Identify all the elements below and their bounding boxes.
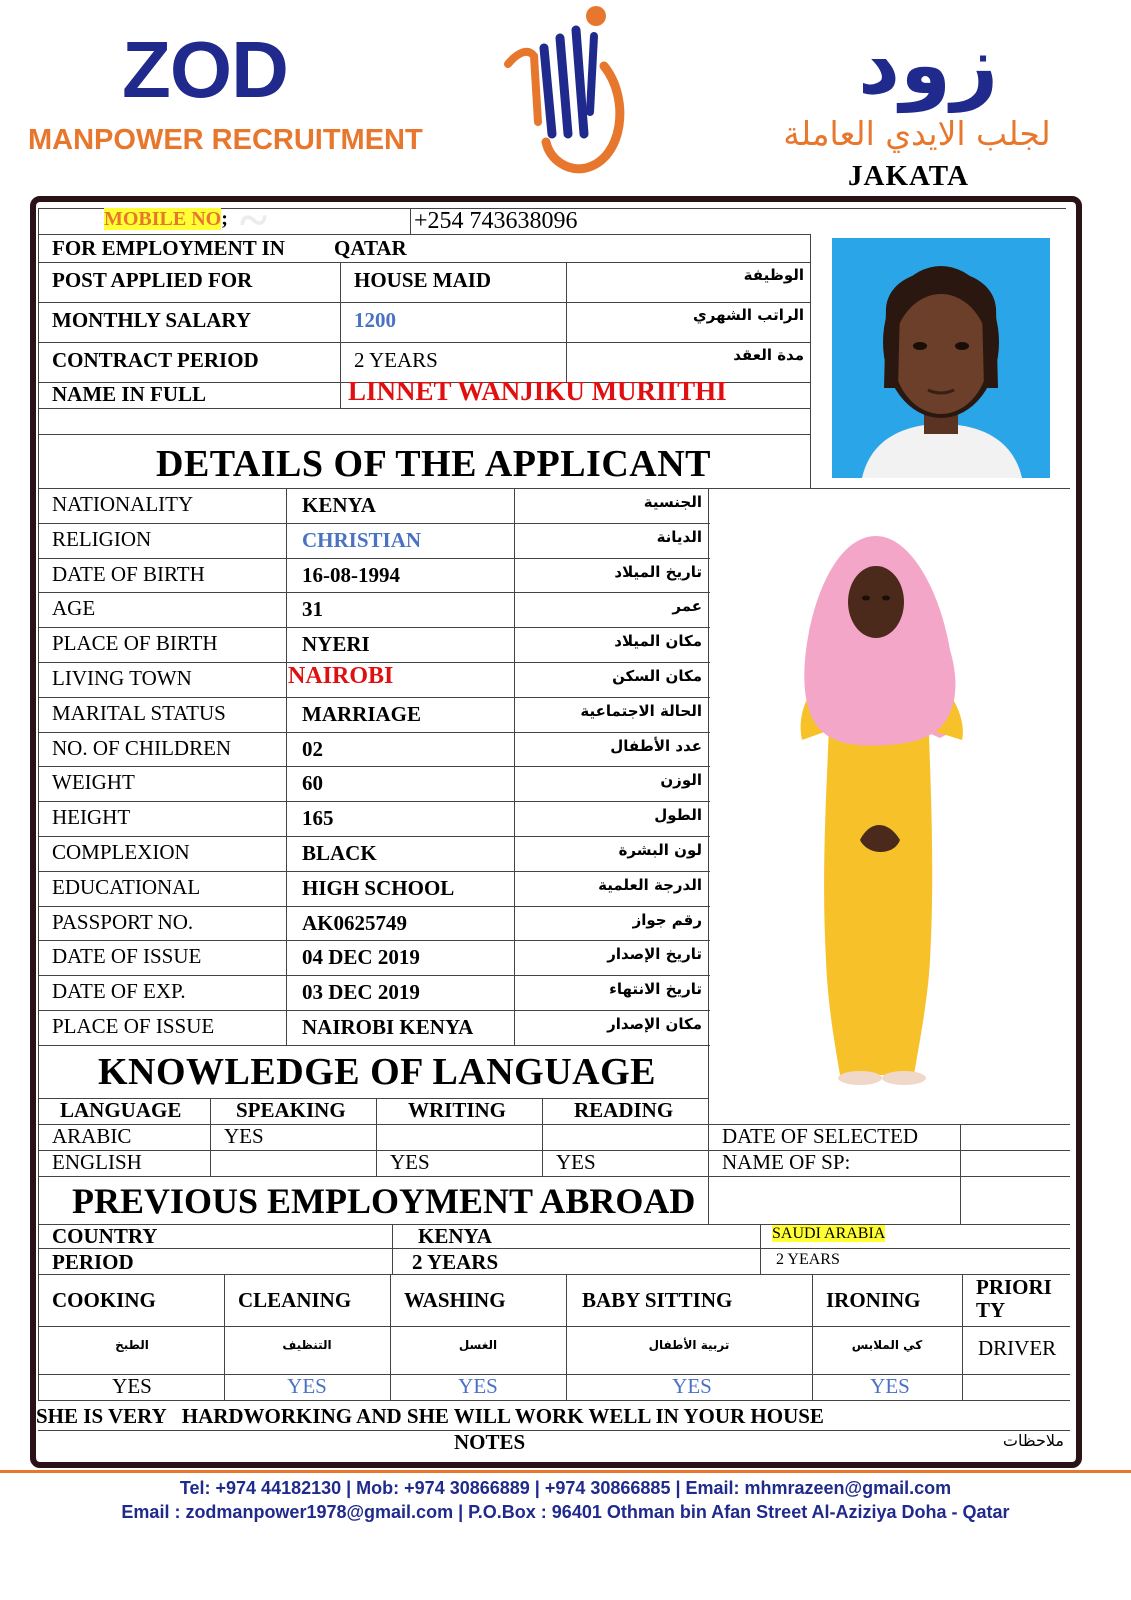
watermark: ~ — [240, 196, 274, 240]
details-row — [38, 627, 710, 663]
details-row — [38, 1010, 710, 1046]
lang-header-writing: WRITING — [408, 1098, 507, 1122]
footer-contact-line: Tel: +974 44182130 | Mob: +974 30866889 | +974 30866885 | Email: mhmrazeen@gmail.com — [179, 1478, 952, 1498]
details-row — [38, 732, 710, 768]
lang-english: ENGLISH — [52, 1150, 142, 1174]
details-row — [38, 940, 710, 976]
details-arabic: لون البشرة — [618, 841, 702, 859]
details-title: DETAILS OF THE APPLICANT — [156, 443, 712, 485]
salary-value: 1200 — [354, 308, 396, 332]
contract-value: 2 YEARS — [354, 348, 438, 372]
salary-ar: الراتب الشهري — [693, 306, 804, 324]
branch-name: JAKATA — [848, 160, 969, 192]
contract-label: CONTRACT PERIOD — [52, 348, 259, 372]
skill-val-cooking: YES — [112, 1374, 152, 1398]
details-label: HEIGHT — [52, 805, 131, 830]
footer-divider — [0, 1470, 1131, 1473]
skill-ar-washing: الغسل — [458, 1338, 498, 1352]
skill-header-cooking: COOKING — [52, 1288, 156, 1312]
brand-logo-text: ZOD — [122, 25, 288, 114]
name-value: LINNET WANJIKU MURIITHI — [348, 376, 727, 406]
salary-label: MONTHLY SALARY — [52, 308, 251, 332]
details-arabic: عمر — [672, 597, 702, 616]
details-label: NO. OF CHILDREN — [52, 735, 232, 760]
details-label: PASSPORT NO. — [52, 909, 194, 934]
details-row — [38, 662, 710, 698]
remarks-text: SHE IS VERY HARDWORKING AND SHE WILL WORK WELL IN YOUR HOUSE — [36, 1404, 824, 1428]
notes-label: NOTES — [454, 1430, 526, 1454]
details-value: NAIROBI KENYA — [302, 1015, 474, 1039]
details-value: BLACK — [302, 841, 377, 865]
details-label: DATE OF ISSUE — [52, 944, 202, 969]
details-row — [38, 801, 710, 837]
sp-name-label: NAME OF SP: — [722, 1150, 851, 1174]
period-1: 2 YEARS — [412, 1250, 499, 1274]
details-value: NAIROBI — [288, 663, 394, 689]
details-label: COMPLEXION — [52, 840, 190, 864]
details-label: PLACE OF ISSUE — [52, 1014, 215, 1038]
date-selected-label: DATE OF SELECTED — [722, 1124, 918, 1148]
details-row — [38, 766, 710, 802]
post-label: POST APPLIED FOR — [52, 268, 253, 292]
skill-ar-cooking: الطبخ — [115, 1338, 149, 1352]
footer-address-line: Email : zodmanpower1978@gmail.com | P.O.Box : 96401 Othman bin Afan Street Al-Aziziya Doha - Qatar — [121, 1502, 1010, 1522]
details-value: 02 — [302, 736, 323, 761]
full-body-photo — [790, 530, 970, 1085]
details-label: PLACE OF BIRTH — [52, 631, 218, 656]
lang-arabic-speaking: YES — [224, 1124, 264, 1148]
details-value: 16-08-1994 — [302, 562, 400, 587]
details-arabic: الحالة الاجتماعية — [580, 701, 702, 720]
skill-ar-babysitting: تربية الأطفال — [648, 1338, 730, 1352]
name-label: NAME IN FULL — [52, 382, 207, 406]
skill-header-cleaning: CLEANING — [238, 1288, 352, 1312]
details-value: MARRIAGE — [302, 701, 421, 726]
details-value: AK0625749 — [302, 910, 407, 935]
details-arabic: تاريخ الانتهاء — [609, 980, 702, 999]
mobile-value: +254 743638096 — [414, 208, 578, 234]
details-value: HIGH SCHOOL — [302, 875, 455, 900]
details-label: MARITAL STATUS — [52, 700, 226, 725]
details-row — [38, 697, 710, 733]
lang-header-speaking: SPEAKING — [236, 1098, 346, 1122]
employment-label: FOR EMPLOYMENT IN — [52, 236, 285, 260]
country-2: SAUDI ARABIA — [772, 1225, 886, 1242]
skill-header-babysitting: BABY SITTING — [582, 1288, 733, 1312]
period-2: 2 YEARS — [776, 1251, 840, 1268]
skill-header-washing: WASHING — [404, 1288, 506, 1312]
details-arabic: الديانة — [656, 527, 702, 546]
lang-header-language: LANGUAGE — [60, 1098, 182, 1122]
details-arabic: الطول — [654, 806, 702, 825]
details-row — [38, 592, 710, 628]
details-label: RELIGION — [52, 526, 152, 551]
zod-emblem-icon — [498, 2, 638, 178]
details-row — [38, 488, 710, 524]
period-label: PERIOD — [52, 1250, 134, 1274]
details-row — [38, 523, 710, 559]
country-1: KENYA — [418, 1224, 492, 1248]
previous-title: PREVIOUS EMPLOYMENT ABROAD — [72, 1181, 696, 1221]
post-value: HOUSE MAID — [354, 268, 492, 292]
details-value: 31 — [302, 597, 323, 622]
mobile-label: MOBILE NO; — [104, 208, 228, 230]
contract-ar: مدة العقد — [733, 346, 804, 364]
details-arabic: الجنسية — [643, 493, 702, 511]
priority-value: DRIVER — [978, 1336, 1057, 1360]
skill-val-ironing: YES — [870, 1374, 910, 1398]
lang-english-reading: YES — [556, 1150, 596, 1174]
skill-header-ironing: IRONING — [826, 1288, 921, 1312]
details-row — [38, 558, 710, 594]
language-title: KNOWLEDGE OF LANGUAGE — [98, 1051, 657, 1093]
details-value: 04 DEC 2019 — [302, 945, 420, 970]
skill-val-cleaning: YES — [287, 1374, 327, 1398]
portrait-photo — [832, 238, 1050, 478]
skill-header-priority: PRIORI TY — [976, 1275, 1052, 1322]
details-value: KENYA — [302, 493, 376, 517]
details-row — [38, 871, 710, 907]
details-row — [38, 975, 710, 1011]
details-value: CHRISTIAN — [302, 527, 422, 552]
details-row — [38, 836, 710, 872]
details-label: DATE OF EXP. — [52, 979, 186, 1004]
details-arabic: مكان الميلاد — [614, 632, 702, 651]
arabic-subtitle: لجلب الايدي العاملة — [783, 114, 1051, 153]
details-arabic: الدرجة العلمية — [598, 875, 702, 894]
arabic-brand: زود — [858, 18, 999, 113]
details-arabic: تاريخ الميلاد — [614, 562, 702, 581]
details-label: AGE — [52, 596, 96, 621]
details-arabic: الوزن — [660, 771, 702, 790]
post-ar: الوظيفة — [743, 266, 804, 284]
details-value: 165 — [302, 806, 334, 831]
details-label: DATE OF BIRTH — [52, 561, 205, 586]
details-value: NYERI — [302, 632, 370, 657]
details-value: 03 DEC 2019 — [302, 980, 420, 1005]
skill-ar-ironing: كي الملابس — [851, 1338, 923, 1352]
details-label: WEIGHT — [52, 770, 135, 795]
skill-ar-cleaning: التنظيف — [282, 1338, 332, 1352]
details-arabic: تاريخ الإصدار — [607, 945, 702, 964]
details-value: 60 — [302, 771, 323, 796]
details-label: EDUCATIONAL — [52, 874, 201, 899]
employment-value: QATAR — [334, 236, 407, 260]
details-arabic: رقم جواز — [632, 910, 702, 929]
lang-english-writing: YES — [390, 1150, 430, 1174]
country-label: COUNTRY — [52, 1224, 158, 1248]
details-label: NATIONALITY — [52, 492, 194, 516]
details-row — [38, 906, 710, 942]
notes-ar: ملاحظات — [1002, 1431, 1064, 1450]
skill-val-washing: YES — [458, 1374, 498, 1398]
lang-header-reading: READING — [574, 1098, 674, 1122]
details-arabic: عدد الأطفال — [610, 736, 702, 755]
skill-val-babysitting: YES — [672, 1374, 712, 1398]
details-arabic: مكان الإصدار — [607, 1015, 702, 1033]
details-arabic: مكان السكن — [612, 667, 702, 685]
brand-subtitle: MANPOWER RECRUITMENT — [28, 124, 423, 156]
details-label: LIVING TOWN — [52, 666, 192, 690]
lang-arabic: ARABIC — [52, 1124, 132, 1148]
